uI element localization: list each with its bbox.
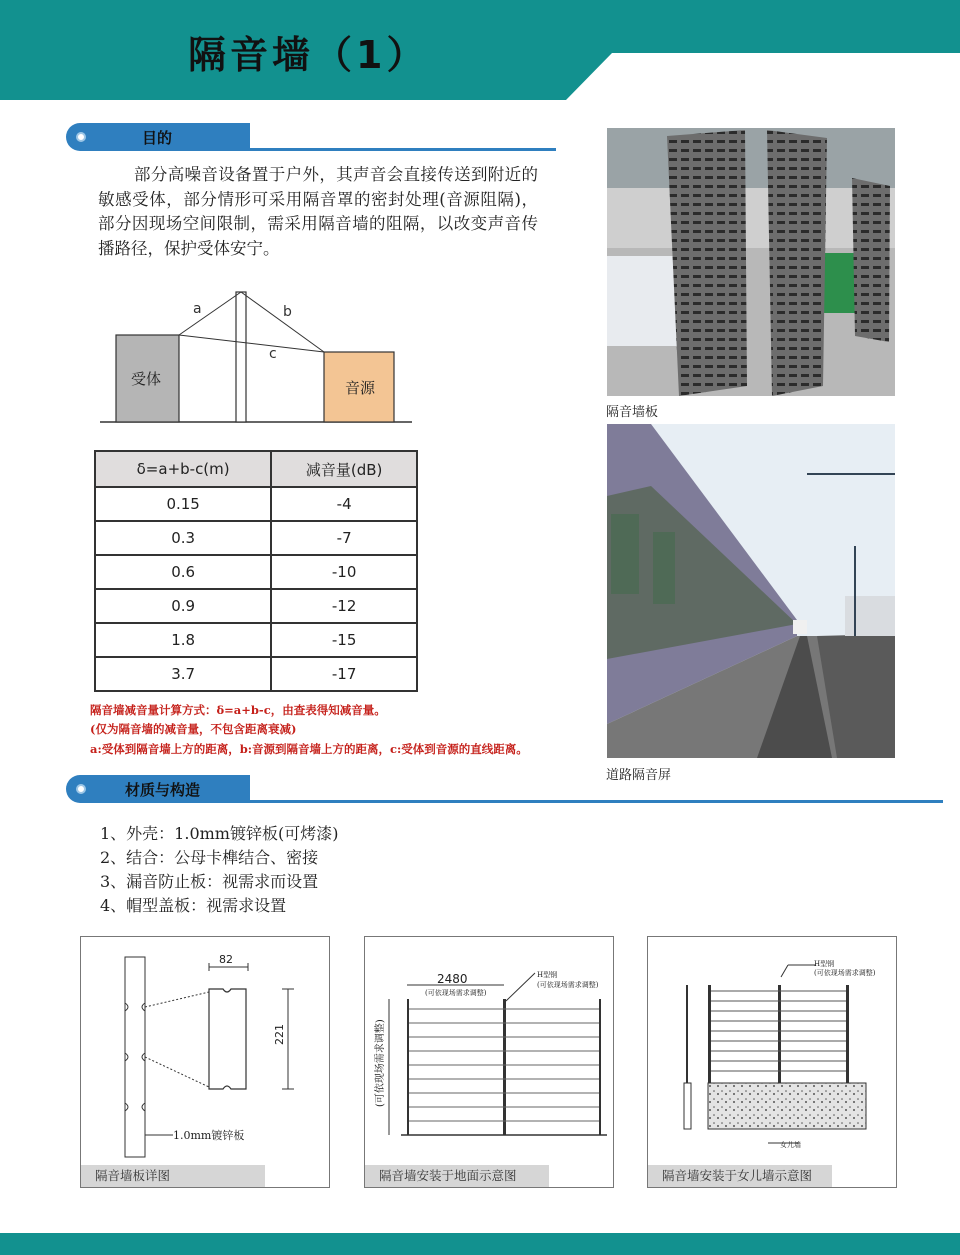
- h-beam-note: (可依现场需求调整): [537, 981, 599, 989]
- ground-install-drawing: [364, 936, 614, 1188]
- table-cell: -17: [271, 657, 417, 691]
- table-row: [95, 555, 417, 589]
- purpose-heading: 目的: [142, 129, 173, 147]
- dim-width-label: 82: [219, 953, 233, 966]
- page-footer-band: [0, 1233, 960, 1255]
- road-barrier-photo: [607, 424, 895, 758]
- table-header-cell: 减音量(dB): [271, 451, 417, 487]
- attenuation-table: [94, 450, 418, 692]
- bullet-icon: [76, 132, 86, 142]
- note-line-3: a:受体到隔音墙上方的距离，b:音源到隔音墙上方的距离，c:受体到音源的直线距离。: [90, 742, 528, 756]
- table-cell: 3.7: [95, 657, 271, 691]
- thickness-label: 1.0mm镀锌板: [173, 1129, 245, 1142]
- table-row: [95, 589, 417, 623]
- parapet-install-svg: [648, 937, 896, 1165]
- road-photo-caption: 道路隔音屏: [606, 768, 672, 783]
- panel-detail-caption: 隔音墙板详图: [81, 1165, 265, 1187]
- table-row: [95, 521, 417, 555]
- panel-photo: [607, 128, 895, 396]
- label-a: a: [193, 301, 202, 317]
- height-note: (可依现场需求调整): [375, 1019, 386, 1107]
- table-cell: -12: [271, 589, 417, 623]
- table-row: [95, 657, 417, 691]
- panel-detail-drawing: [80, 936, 330, 1188]
- material-item: 2、结合：公母卡榫结合、密接: [100, 848, 319, 867]
- purpose-paragraph: 部分高噪音设备置于户外，其声音会直接传送到附近的敏感受体，部分情形可采用隔音罩的密封处理(音源阻隔)，部分因现场空间限制，需采用隔音墙的阻隔，以改变声音传播路径，保护受体安宁。: [98, 165, 538, 258]
- h-beam-label: H型钢: [814, 960, 835, 968]
- table-cell: 0.6: [95, 555, 271, 589]
- parapet-install-caption: 隔音墙安装于女儿墙示意图: [648, 1165, 832, 1187]
- table-cell: -7: [271, 521, 417, 555]
- table-cell: -15: [271, 623, 417, 657]
- materials-heading: 材质与构造: [125, 781, 201, 799]
- material-item: 4、帽型盖板：视需求设置: [100, 896, 287, 915]
- label-c: c: [269, 346, 277, 362]
- table-row: [95, 487, 417, 521]
- barrier-diagram: [100, 285, 420, 430]
- panel-photo-caption: 隔音墙板: [606, 405, 659, 420]
- panel-detail-svg: [81, 937, 329, 1165]
- material-item: 1、外壳：1.0mm镀锌板(可烤漆): [100, 824, 339, 843]
- materials-section-header: [66, 775, 943, 803]
- note-line-2: (仅为隔音墙的减音量，不包含距离衰减): [90, 722, 297, 736]
- parapet-label: 女儿墙: [780, 1141, 801, 1149]
- table-cell: 0.3: [95, 521, 271, 555]
- dim-width-label: 2480: [437, 972, 468, 986]
- dim-height-label: 221: [273, 1024, 286, 1045]
- label-b: b: [283, 304, 292, 320]
- table-cell: -10: [271, 555, 417, 589]
- dim-width-note: (可依现场需求调整): [425, 989, 487, 997]
- source-label: 音源: [345, 379, 376, 397]
- page-header-band: [0, 0, 960, 100]
- table-cell: 0.9: [95, 589, 271, 623]
- table-row: [95, 623, 417, 657]
- table-header-row: [95, 451, 417, 487]
- ground-install-svg: [365, 937, 613, 1165]
- table-header-cell: δ=a+b-c(m): [95, 451, 271, 487]
- table-cell: 1.8: [95, 623, 271, 657]
- parapet-install-drawing: [647, 936, 897, 1188]
- h-beam-note: (可依现场需求调整): [814, 969, 876, 977]
- material-item: 3、漏音防止板：视需求而设置: [100, 872, 319, 891]
- barrier-wall: [236, 292, 246, 422]
- receiver-label: 受体: [131, 370, 162, 388]
- page-title: 隔音墙（1）: [188, 33, 429, 77]
- table-cell: -4: [271, 487, 417, 521]
- note-line-1: 隔音墙减音量计算方式：δ=a+b-c，由查表得知减音量。: [90, 703, 386, 717]
- purpose-section-header: [66, 123, 556, 151]
- bullet-icon: [76, 784, 86, 794]
- ground-install-caption: 隔音墙安装于地面示意图: [365, 1165, 549, 1187]
- h-beam-label: H型钢: [537, 971, 558, 979]
- table-cell: 0.15: [95, 487, 271, 521]
